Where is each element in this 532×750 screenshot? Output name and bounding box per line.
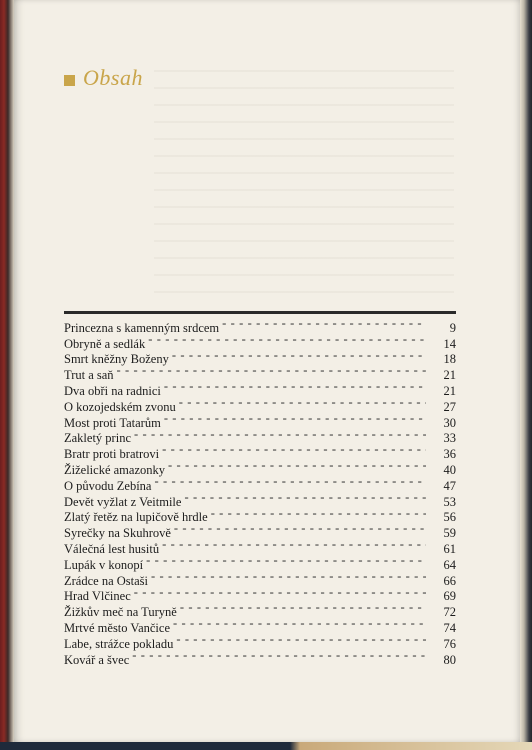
book-page: [14, 0, 520, 742]
toc-entry-title: Dva obři na radnici: [64, 383, 161, 398]
toc-entry-title: Mrtvé město Vančice: [64, 620, 170, 635]
page-title: Obsah: [83, 65, 143, 90]
toc-entry-title: Žižkův meč na Turyně: [64, 605, 177, 620]
toc-entry-title: Žiželické amazonky: [64, 462, 165, 477]
toc-entry-title: Trut a saň: [64, 368, 114, 383]
toc-entry-title: Syrečky na Skuhrově: [64, 526, 171, 541]
toc-entry-page-number: 64: [443, 557, 456, 572]
toc-entry-page-number: 72: [443, 605, 456, 620]
page-heading: [64, 64, 143, 92]
toc-entry-title: O kozojedském zvonu: [64, 399, 176, 414]
toc-entry-title: Princezna s kamenným srdcem: [64, 320, 220, 335]
toc-entry-page-number: 18: [443, 352, 456, 367]
toc-dot-leader: [162, 537, 426, 553]
toc-entry-title: Labe, strážce pokladu: [64, 636, 174, 651]
toc-dot-leader: [151, 569, 426, 585]
toc-entry-page-number: 21: [443, 383, 456, 398]
toc-dot-leader: [134, 427, 426, 443]
toc-entry-title: Devět vyžlat z Veitmile: [64, 494, 182, 509]
toc-entry-page-number: 59: [443, 526, 456, 541]
toc-entry-title: Zakletý princ: [64, 431, 131, 446]
toc-entry[interactable]: [64, 379, 456, 398]
toc-entry-page-number: 66: [443, 573, 456, 588]
toc-entry-title: Most proti Tatarům: [64, 415, 161, 430]
toc-entry-page-number: 14: [443, 336, 456, 351]
toc-entry-title: Smrt kněžny Boženy: [64, 352, 169, 367]
table-of-contents: [64, 316, 456, 667]
toc-entry-page-number: 27: [443, 399, 456, 414]
toc-entry-title: Kovář a švec: [64, 652, 130, 667]
toc-entry-page-number: 9: [449, 320, 456, 335]
toc-entry-page-number: 21: [443, 368, 456, 383]
toc-dot-leader: [174, 521, 426, 537]
toc-dot-leader: [176, 632, 426, 648]
toc-entry-page-number: 40: [443, 462, 456, 477]
toc-entry-title: Obryně a sedlák: [64, 336, 146, 351]
toc-dot-leader: [179, 395, 426, 411]
toc-dot-leader: [222, 316, 426, 332]
toc-dot-leader: [154, 474, 426, 490]
toc-dot-leader: [164, 379, 426, 395]
toc-entry-page-number: 76: [443, 636, 456, 651]
toc-entry-page-number: 33: [443, 431, 456, 446]
square-bullet-icon: [64, 75, 75, 86]
toc-dot-leader: [132, 648, 426, 664]
toc-dot-leader: [164, 411, 426, 427]
toc-entry-page-number: 56: [443, 510, 456, 525]
toc-entry-title: Zrádce na Ostaši: [64, 573, 148, 588]
toc-dot-leader: [180, 600, 426, 616]
toc-entry-page-number: 30: [443, 415, 456, 430]
page-show-through: [154, 70, 454, 300]
heading-divider: [64, 311, 456, 314]
toc-dot-leader: [172, 348, 426, 364]
book-binding-right: [520, 0, 532, 750]
toc-entry[interactable]: [64, 316, 456, 335]
toc-entry-page-number: 61: [443, 541, 456, 556]
toc-entry-page-number: 69: [443, 589, 456, 604]
toc-entry-page-number: 53: [443, 494, 456, 509]
book-binding-left: [0, 0, 14, 750]
toc-entry-title: Hrad Vlčinec: [64, 589, 131, 604]
toc-dot-leader: [168, 458, 426, 474]
toc-entry-title: Válečná lest husitů: [64, 541, 160, 556]
toc-entry[interactable]: [64, 363, 456, 383]
toc-entry-title: Bratr proti bratrovi: [64, 447, 160, 462]
toc-dot-leader: [134, 585, 426, 601]
toc-dot-leader: [148, 332, 426, 348]
toc-dot-leader: [146, 553, 426, 569]
book-edge-bottom: [0, 742, 532, 750]
toc-entry-page-number: 74: [443, 620, 456, 635]
toc-entry-page-number: 47: [443, 478, 456, 493]
toc-entry-title: Lupák v konopí: [64, 557, 144, 572]
toc-dot-leader: [173, 616, 426, 632]
toc-entry-title: O původu Zebína: [64, 478, 152, 493]
toc-dot-leader: [117, 363, 426, 379]
toc-dot-leader: [184, 490, 426, 506]
toc-entry-page-number: 80: [443, 652, 456, 667]
toc-entry-title: Zlatý řetěz na lupičově hrdle: [64, 510, 208, 525]
toc-entry-page-number: 36: [443, 447, 456, 462]
toc-dot-leader: [211, 506, 426, 522]
toc-dot-leader: [162, 442, 426, 458]
